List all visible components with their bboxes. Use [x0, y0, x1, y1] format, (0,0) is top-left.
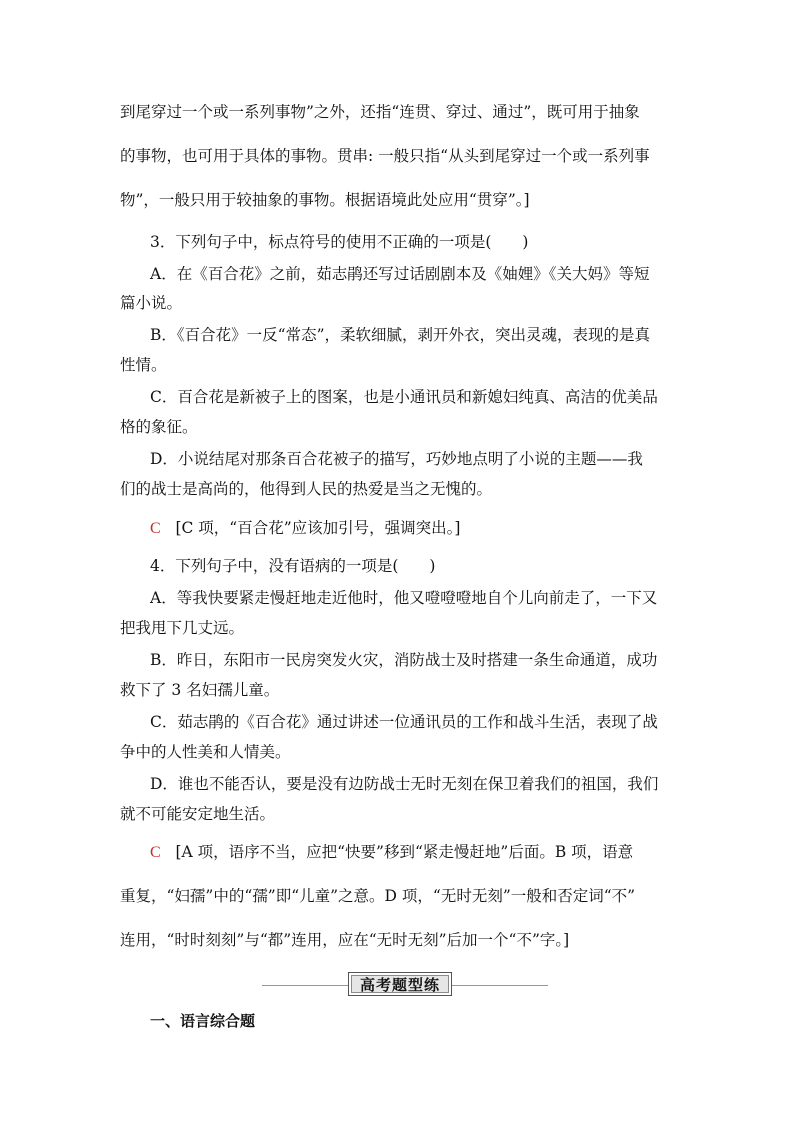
- q3-option-b-line-1: B．《百合花》一反“常态”，柔软细腻，剥开外衣，突出灵魂，表现的是真: [150, 326, 650, 344]
- q3-answer-line: [150, 518, 460, 539]
- question-3-stem: 3．下列句子中，标点符号的使用不正确的一项是( ): [150, 233, 529, 251]
- q4-explanation-line-1: [A 项，语序不当，应把“快要”移到“紧走慢赶地”后面。B 项，语意: [175, 843, 634, 861]
- section-divider-right: [452, 985, 548, 986]
- q4-answer-line: [150, 842, 633, 863]
- section-heading: 一、语言综合题: [150, 1012, 256, 1030]
- q4-option-a-line-1: A．等我快要紧走慢赶地走近他时，他又噔噔噔地自个儿向前走了，一下又: [150, 589, 658, 607]
- q3-option-d-line-2: 们的战士是高尚的，他得到人民的热爱是当之无愧的。: [120, 480, 493, 498]
- q4-option-c-line-1: C．茹志鹃的《百合花》通过讲述一位通讯员的工作和战斗生活，表现了战: [150, 713, 658, 731]
- q3-answer-letter: C: [150, 520, 161, 537]
- explanation-line-3: 物”，一般只用于较抽象的事物。根据语境此处应用“贯穿”。]: [120, 191, 530, 209]
- q3-option-c-line-2: 格的象征。: [120, 418, 198, 436]
- q3-option-b-line-2: 性情。: [120, 356, 167, 374]
- q4-explanation-line-3: 连用，“时时刻刻”与“都”连用，应在“无时无刻”后加一个“不”字。]: [120, 931, 570, 949]
- explanation-line-1: 到尾穿过一个或一系列事物”之外，还指“连贯、穿过、通过”，既可用于抽象: [120, 103, 640, 121]
- q4-option-b-line-1: B．昨日，东阳市一民房突发火灾，消防战士及时搭建一条生命通道，成功: [150, 651, 658, 669]
- q3-explanation: [C 项，“百合花”应该加引号，强调突出。]: [175, 519, 461, 537]
- section-badge: 高考题型练: [348, 972, 452, 996]
- explanation-line-2: 的事物，也可用于具体的事物。贯串: 一般只指“从头到尾穿过一个或一系列事: [120, 147, 650, 165]
- q4-explanation-line-2: 重复，“妇孺”中的“孺”即“儿童”之意。D 项，“无时无刻”一般和否定词“不”: [120, 887, 636, 905]
- section-divider-left: [262, 985, 348, 986]
- q4-option-b-line-2: 救下了 3 名妇孺儿童。: [120, 681, 280, 699]
- q3-option-d-line-1: D．小说结尾对那条百合花被子的描写，巧妙地点明了小说的主题——我: [150, 450, 643, 468]
- q4-option-d-line-2: 就不可能安定地生活。: [120, 805, 276, 823]
- q3-option-c-line-1: C．百合花是新被子上的图案，也是小通讯员和新媳妇纯真、高洁的优美品: [150, 388, 658, 406]
- q4-option-d-line-1: D．谁也不能否认，要是没有边防战士无时无刻在保卫着我们的祖国，我们: [150, 775, 659, 793]
- q3-option-a-line-2: 篇小说。: [120, 294, 183, 312]
- q3-option-a-line-1: A．在《百合花》之前，茹志鹃还写过话剧剧本及《妯娌》《关大妈》等短: [150, 265, 650, 283]
- question-4-stem: 4．下列句子中，没有语病的一项是( ): [150, 557, 436, 575]
- q4-answer-letter: C: [150, 844, 161, 861]
- q4-option-c-line-2: 争中的人性美和人情美。: [120, 743, 291, 761]
- q4-option-a-line-2: 把我甩下几丈远。: [120, 619, 245, 637]
